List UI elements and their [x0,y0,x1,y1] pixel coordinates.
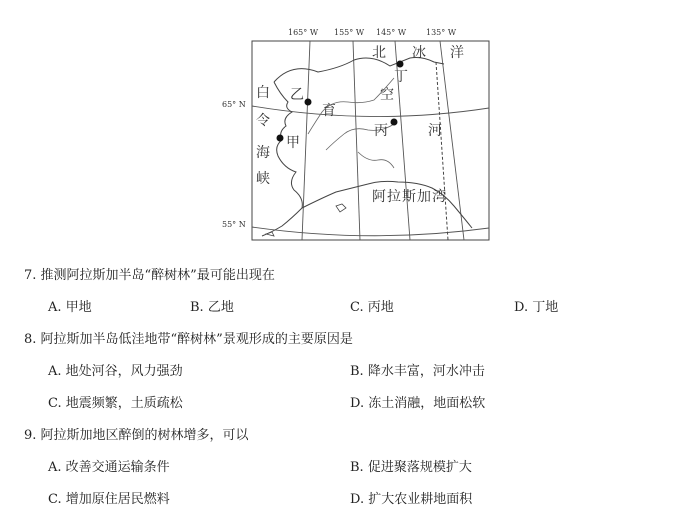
q7-option-c[interactable]: C. 丙地 [350,300,394,315]
island [266,232,274,236]
q7-option-a[interactable]: A. 甲地 [48,300,92,315]
island [336,204,346,212]
label-bering-4: 峡 [256,171,270,187]
q9-option-b[interactable]: B. 促进聚落规模扩大 [350,460,472,475]
question-8-stem: 8. 阿拉斯加半岛低洼地带“醉树林”景观形成的主要原因是 [24,332,353,347]
label-yukon-2: 空 [380,87,394,103]
label-jia: 甲 [286,135,300,151]
q9-option-d[interactable]: D. 扩大农业耕地面积 [350,492,473,507]
meridian-135w [440,41,464,240]
q9-option-c[interactable]: C. 增加原住居民燃料 [48,492,170,507]
label-arctic-2: 冰 [412,45,426,61]
question-7-stem: 7. 推测阿拉斯加半岛“醉树林”最可能出现在 [24,268,275,283]
label-yukon-1: 育 [322,103,336,119]
label-bing: 丙 [374,123,388,139]
label-bering-2: 令 [256,113,270,129]
tick-135w: 135° W [426,28,457,37]
tick-65n: 65° N [222,100,246,109]
meridian-165w [302,41,310,240]
parallel-55n [252,227,489,236]
label-bering-3: 海 [256,145,270,161]
label-gulf-of-alaska: 阿拉斯加湾 [372,189,447,205]
tick-155w: 155° W [334,28,365,37]
q8-option-b[interactable]: B. 降水丰富，河水冲击 [350,364,485,379]
label-ding: 丁 [394,69,408,85]
alaska-map [222,22,492,248]
tick-165w: 165° W [288,28,319,37]
point-yi [305,99,312,106]
q7-option-d[interactable]: D. 丁地 [514,300,559,315]
q8-option-d[interactable]: D. 冻土消融，地面松软 [350,396,486,411]
tick-145w: 145° W [376,28,407,37]
question-9-stem: 9. 阿拉斯加地区醉倒的树林增多，可以 [24,428,249,443]
label-yukon-3: 河 [428,123,442,139]
label-arctic-1: 北 [372,45,386,61]
q8-option-a[interactable]: A. 地处河谷，风力强劲 [48,364,183,379]
label-arctic-3: 洋 [450,45,464,61]
river-south [358,152,394,168]
meridian-155w [353,41,360,240]
label-yi: 乙 [290,87,304,103]
q8-option-c[interactable]: C. 地震频繁，土质疏松 [48,396,183,411]
point-jia [277,135,284,142]
point-bing [391,119,398,126]
tick-55n: 55° N [222,220,246,229]
q7-option-b[interactable]: B. 乙地 [190,300,234,315]
label-bering-1: 白 [256,85,270,101]
q9-option-a[interactable]: A. 改善交通运输条件 [48,460,170,475]
